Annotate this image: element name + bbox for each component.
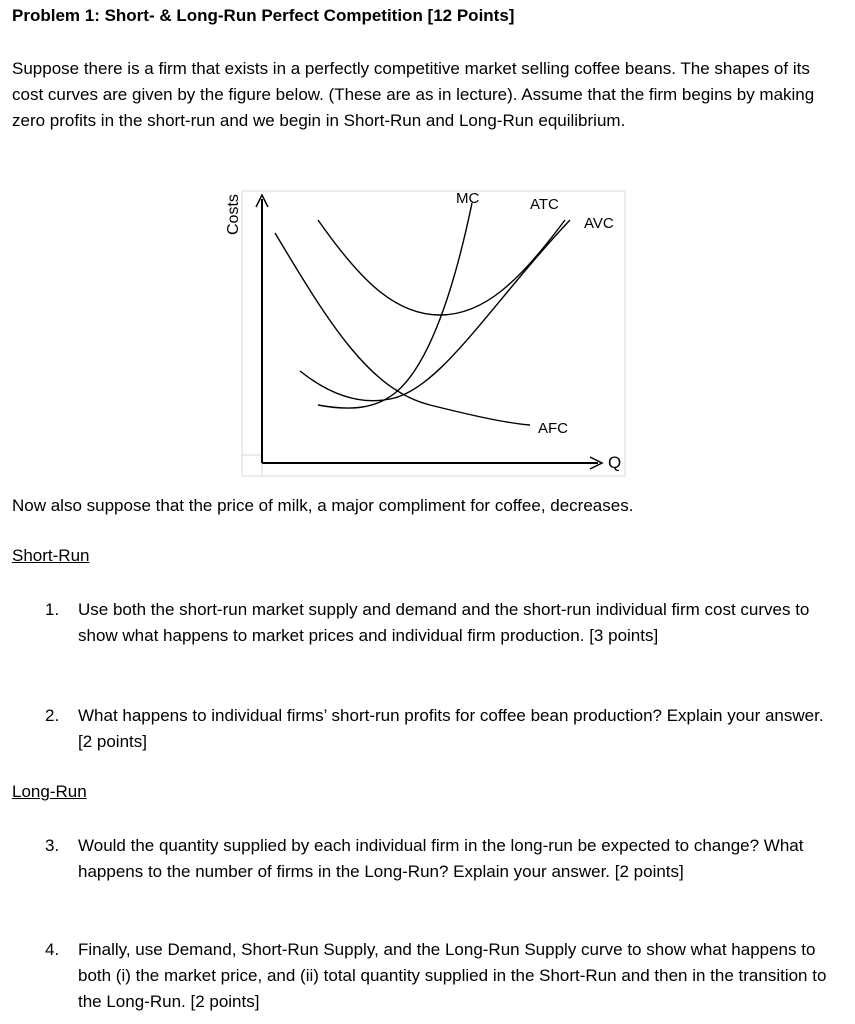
question-number: 2.	[45, 706, 60, 725]
y-axis-label: Costs	[225, 194, 242, 235]
question-4	[45, 937, 835, 1015]
question-text: Would the quantity supplied by each individual firm in the long-run be expected to change? What happens to the number of firms in the Long-Run? Explain your answer. [2 points]	[78, 836, 804, 881]
question-number: 1.	[45, 600, 60, 619]
figure-corner-box	[242, 455, 262, 476]
afc-label: AFC	[538, 420, 568, 437]
question-3	[45, 833, 835, 885]
intro-paragraph: Suppose there is a firm that exists in a perfectly competitive market selling coffee beans. The shapes of its cost curves are given by the figure below. (These are as in lecture). Assume that the firm begins by making zero profits in the short-run and we begin in Short-Run and Long-Run equilibrium.	[12, 59, 815, 130]
question-text: What happens to individual firms’ short-run profits for coffee bean production? Explain your answer. [2 points]	[78, 706, 824, 751]
cost-curves-svg	[220, 185, 640, 485]
avc-curve	[300, 220, 570, 401]
question-number: 3.	[45, 836, 60, 855]
avc-label: AVC	[584, 215, 614, 232]
cost-curves-figure	[220, 185, 640, 485]
mc-label: MC	[456, 190, 480, 207]
question-1	[45, 597, 835, 649]
problem-title: Problem 1: Short- & Long-Run Perfect Competition [12 Points]	[12, 6, 515, 25]
scenario-paragraph: Now also suppose that the price of milk, a major compliment for coffee, decreases.	[12, 496, 634, 515]
afc-curve	[275, 233, 530, 425]
question-text: Finally, use Demand, Short-Run Supply, and the Long-Run Supply curve to show what happens to both (i) the market price, and (ii) total quantity supplied in the Short-Run and then in the transition to the Long-Run. [2 points]	[78, 940, 827, 1011]
question-number: 4.	[45, 940, 60, 959]
atc-label: ATC	[530, 196, 559, 213]
x-axis-label: Q	[608, 453, 622, 472]
question-2	[45, 703, 835, 755]
mc-curve	[318, 203, 472, 408]
question-text: Use both the short-run market supply and demand and the short-run individual firm cost curves to show what happens to market prices and individual firm production. [3 points]	[78, 600, 810, 645]
section-heading-long-run: Long-Run	[12, 782, 87, 801]
section-heading-short-run: Short-Run	[12, 546, 90, 565]
